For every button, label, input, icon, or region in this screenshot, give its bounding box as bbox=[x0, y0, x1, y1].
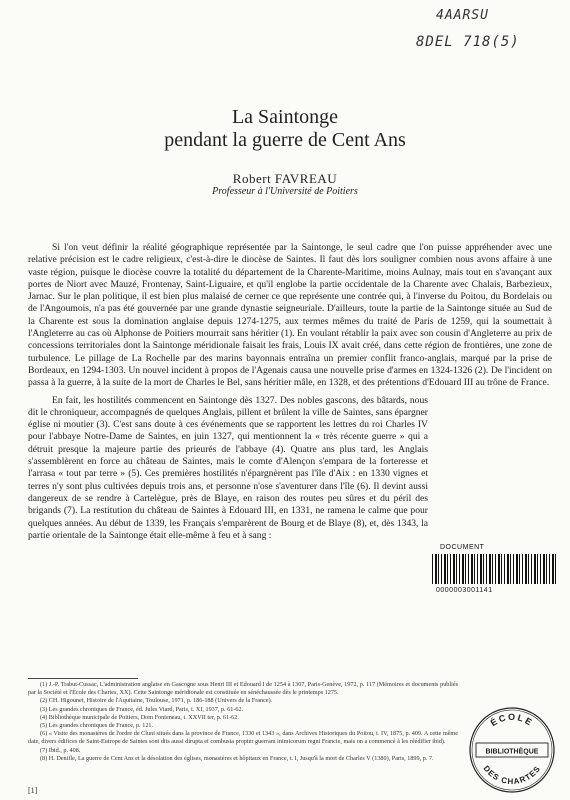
footnote-3: (3) Les grandes chroniques de France, éd. Jules Viard, Paris, t. XI, 1937, p. 61-62. bbox=[40, 705, 244, 713]
seal-top-text: ÉCOLE bbox=[488, 711, 536, 729]
handwritten-shelfmark-line2: 8DEL 718(5) bbox=[416, 34, 520, 50]
library-seal-stamp bbox=[468, 706, 556, 794]
body-paragraph-1: Si l'on veut définir la réalité géographique représentée par la Saintonge, le seul cadre que l'on puisse appréhender avec une relative précision est le cadre religieux, c'est-à-dire le diocèse de Saintes. Il faut dès lors souligner combien nous avons affaire à une vaste région, puisque le diocèse couvre la totalité du département de la Charente-Maritime, moins Aulnay, mais tout en s'avançant aux portes de Niort avec Mauzé, Frontenay, Saint-Liguaire, et qu'il englobe la partie occidentale de la Charente avec Chalais, Barbezieux, Jarnac. Sur le plan politique, il est bien plus malaisé de cerner ce que représente une contrée qui, à l'inverse du Poitou, du Bordelais ou de l'Angoumois, n'a pas été gouvernée par une grande dynastie seigneuriale. D'ailleurs, toute la partie de la Saintonge située au Sud de la Charente est sous la domination anglaise depuis 1274-1275, aux termes mêmes du traité de Paris de 1259, qui la soumettait à l'Angleterre au cas où Alphonse de Poitiers mourrait sans héritier (1). En voulant rétablir la paix avec son cousin d'Angleterre au prix de concessions territoriales dont la Saintonge méridionale faisait les frais, Louis IX avait créé, dans cette région de frontières, une zone de turbulence. Le pillage de La Rochelle par des marins bayonnais entraîna un premier conflit franco-anglais, marqué par la prise de Bordeaux, en 1294-1303. Un nouvel incident à propos de l'Agenais causa une nouvelle prise d'armes en 1324-1326 (2). De l'incident on passa à la guerre, à la suite de la mort de Charles le Bel, sans héritier mâle, en 1328, et des prétentions d'Edouard III au trône de France. bbox=[28, 242, 552, 389]
footnote-8: (8) H. Denifle, La guerre de Cent Ans et la désolation des églises, monastères et hôpitaux en France, t. I, Jusqu'à la mort de Charles V (1380), Paris, 1899, p. 7. bbox=[40, 754, 434, 762]
footnote-divider bbox=[28, 678, 138, 679]
body-paragraph-2: En fait, les hostilités commencent en Saintonge dès 1327. Des nobles gascons, des bâtards, nous dit le chroniqueur, accompagnés de quelques Anglais, pillent et brûlent la ville de Saintes, sans épargner église ni moutier (3). C'est sans doute à ces événements que se rapportent les lettres du roi Charles IV pour l'abbaye Notre-Dame de Saintes, en juin 1327, qui mentionnent la « très récente guerre » qui a détruit presque la majeure partie des prieurés de l'abbaye (4). Quatre ans plus tard, les Anglais s'assemblèrent en force au château de Saintes, mais le comte d'Alençon s'empara de la forteresse et l'arrasa « tout par terre » (5). Ces premières hostilités n'épargnèrent pas l'île d'Aix : en 1330 vignes et terres n'y sont plus cultivées depuis trois ans, et personne n'ose s'aventurer dans l'île (6). Il devint aussi dangereux de se rendre à Cartelègue, près de Blaye, en raison des routes peu sûres et du péril des brigands (7). La restitution du château de Saintes à Edouard III, en 1331, ne ramena le calme que pour quelques années. Au début de 1339, les Français s'emparèrent de Bourg et de Blaye (8), et, dès 1343, la partie orientale de la Saintonge était elle-même à feu et à sang : bbox=[28, 394, 428, 541]
page-folio: [1] bbox=[28, 786, 38, 795]
author-name: Robert FAVREAU bbox=[232, 171, 338, 186]
footnote-4: (4) Bibliothèque municipale de Poitiers, Dom Fonteneau, t. XXVII ter, p. 61-62. bbox=[40, 713, 239, 721]
article-title-line2: pendant la guerre de Cent Ans bbox=[164, 129, 406, 151]
seal-bottom-text: DES CHARTES bbox=[481, 763, 543, 787]
svg-text:ÉCOLE bbox=[489, 712, 536, 728]
footnotes bbox=[28, 681, 458, 763]
footnote-1: (1) J.-P. Trabut-Cussac, L'administration anglaise en Gascogne sous Henri III et Edouard I de 1254 à 1307, Paris-Genève, 1972, p. 117 (Mémoires et documents publiés par la Société et l'École des Chartes, XX). Cette Saintonge méridionale est constituée en sénéchaussée dès le printemps 1275. bbox=[28, 681, 458, 697]
svg-text:DES CHARTES bbox=[482, 764, 543, 786]
barcode-number: 0000003001141 bbox=[436, 587, 493, 594]
footnote-5: (5) Les grandes chroniques de France, p. 121. bbox=[40, 722, 154, 730]
handwritten-shelfmark-line1: 4AARSU bbox=[436, 8, 489, 23]
article-title-line1: La Saintonge bbox=[231, 106, 339, 128]
footnote-6: (6) « Visite des monastères de l'ordre de Cluni situés dans la province de France, 1330 et 1343 », dans Archives Historiques du Poitou, t. IV, 1875, p. 409. A cette même date, divers édifices de Saint-Eutrope de Saintes sont dits aussi dirupta et combusta propter guerram inimicorum regni Francie, mais on a commencé à les réédifier ibid). bbox=[28, 730, 458, 746]
author-affiliation: Professeur à l'Université de Poitiers bbox=[212, 186, 358, 197]
footnote-2: (2) CH. Higounet, Histoire de l'Aquitaine, Toulouse, 1971, p. 186-188 (Univers de la France). bbox=[40, 697, 273, 705]
body-text bbox=[28, 242, 552, 547]
footnote-7: (7) Ibid., p. 408. bbox=[40, 746, 81, 754]
barcode bbox=[432, 554, 557, 584]
document-stamp-label: DOCUMENT bbox=[440, 544, 485, 551]
seal-middle-text: BIBLIOTHÈQUE bbox=[485, 748, 539, 756]
